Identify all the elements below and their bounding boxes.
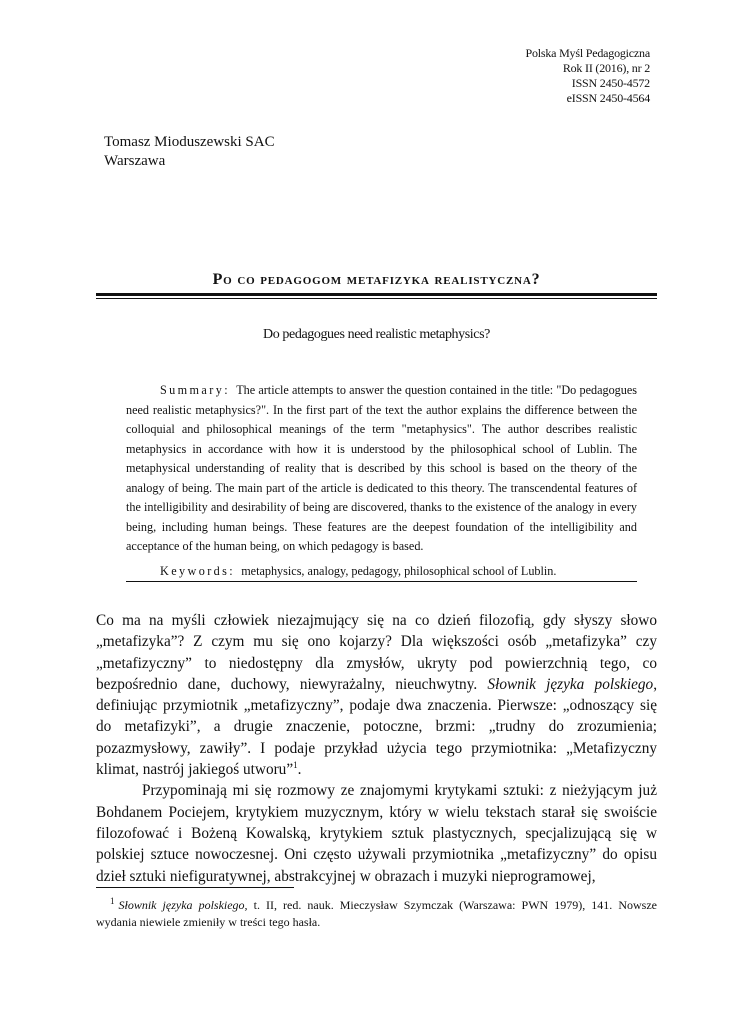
title-rule-thin <box>96 298 657 299</box>
paragraph-1-part-a: Co ma na myśli człowiek niezajmujący się na co dzień filozofią, gdy słyszy słowo „metafizyka”? Z czym mu się ono kojarzy? Dla większości osób „metafizyka” czy „metafizyczny” to niedostępny dla zmysłów, ukryty pod powierzchnią tego, co bezpośrednio dane, duchowy, niewyrażalny, nieuchwytny. <box>96 612 657 693</box>
article-subtitle: Do pedagogues need realistic metaphysics? <box>263 327 490 342</box>
journal-issn: ISSN 2450-4572 <box>571 76 650 90</box>
keywords-label: Keywords: <box>160 564 236 578</box>
paragraph-1 <box>96 610 657 780</box>
paragraph-1-italic: Słownik języka polskiego <box>487 675 654 693</box>
summary-block <box>126 381 637 557</box>
keywords-text: metaphysics, analogy, pedagogy, philosophical school of Lublin. <box>241 564 557 578</box>
footnote-number: 1 <box>110 896 115 906</box>
paragraph-1-end: . <box>297 761 302 779</box>
paragraph-1-part-b: , definiując przymiotnik „metafizyczny”, podaje dwa znaczenia. Pierwsze: „odnoszący się do metafizyki”, a drugie znaczenie, potoczne, brzmi: „trudny do zrozumienia; pozazmysłowy, zawiły”. I podaje przykład użycia tego przymiotnika: „Metafizyczny klimat, nastrój jakiegoś utworu” <box>96 675 658 779</box>
title-block <box>96 270 657 299</box>
footnote-ref-1[interactable]: 1 <box>293 759 298 770</box>
keywords-rule <box>126 581 637 582</box>
author-name: Tomasz Mioduszewski SAC <box>104 134 275 150</box>
keywords-block <box>126 563 637 580</box>
footnote-rule <box>96 887 294 888</box>
journal-info <box>350 46 650 106</box>
journal-name: Polska Myśl Pedagogiczna <box>525 46 650 60</box>
footnote-italic: Słownik języka polskiego, <box>118 898 248 912</box>
author-block <box>104 133 275 171</box>
author-city: Warszawa <box>104 153 166 169</box>
summary-text: The article attempts to answer the question contained in the title: "Do pedagogues need realistic metaphysics?". In the first part of the text the author explains the difference between the colloquial and philosophical meanings of the term "metaphysics". The author describes realistic metaphysics in accordance with how it is understood by the philosophical school of Lublin. The metaphysical understanding of reality that is described by this school is based on the theory of the analogy of being. The main part of the article is dedicated to this theory. The transcendental features of the intelligibility and desirability of being are discovered, thanks to the existence of the analogy in every being, including human beings. These features are the deepest foundation of the intelligibility and acceptance of the human being, on which pedagogy is based. <box>126 383 638 553</box>
paragraph-2: Przypominają mi się rozmowy ze znajomymi krytykami sztuki: z nieżyjącym już Bohdanem Pociejem, krytykiem muzycznym, który w wielu tekstach starał się swoiście filozofować i Bożeną Kowalską, krytykiem sztuk plastycznych, specjalizującą się w polskiej sztuce nowoczesnej. Oni często używali przymiotnika „metafizyczny” do opisu dzieł sztuki niefiguratywnej, abstrakcyjnej w obrazach i muzyki nieprogramowej, <box>96 782 657 885</box>
footnote-text: t. II, red. nauk. Mieczysław Szymczak (Warszawa: PWN 1979), 141. Nowsze wydania niewiele zmieniły w treści tego hasła. <box>96 898 657 929</box>
summary-label: Summary: <box>160 383 230 397</box>
title-rule-thick <box>96 293 657 296</box>
body-text <box>96 610 657 887</box>
journal-eissn: eISSN 2450-4564 <box>566 91 650 105</box>
article-title: Po co pedagogom metafizyka realistyczna? <box>212 271 541 288</box>
journal-year-issue: Rok II (2016), nr 2 <box>562 61 650 75</box>
footnote-1 <box>96 897 657 931</box>
